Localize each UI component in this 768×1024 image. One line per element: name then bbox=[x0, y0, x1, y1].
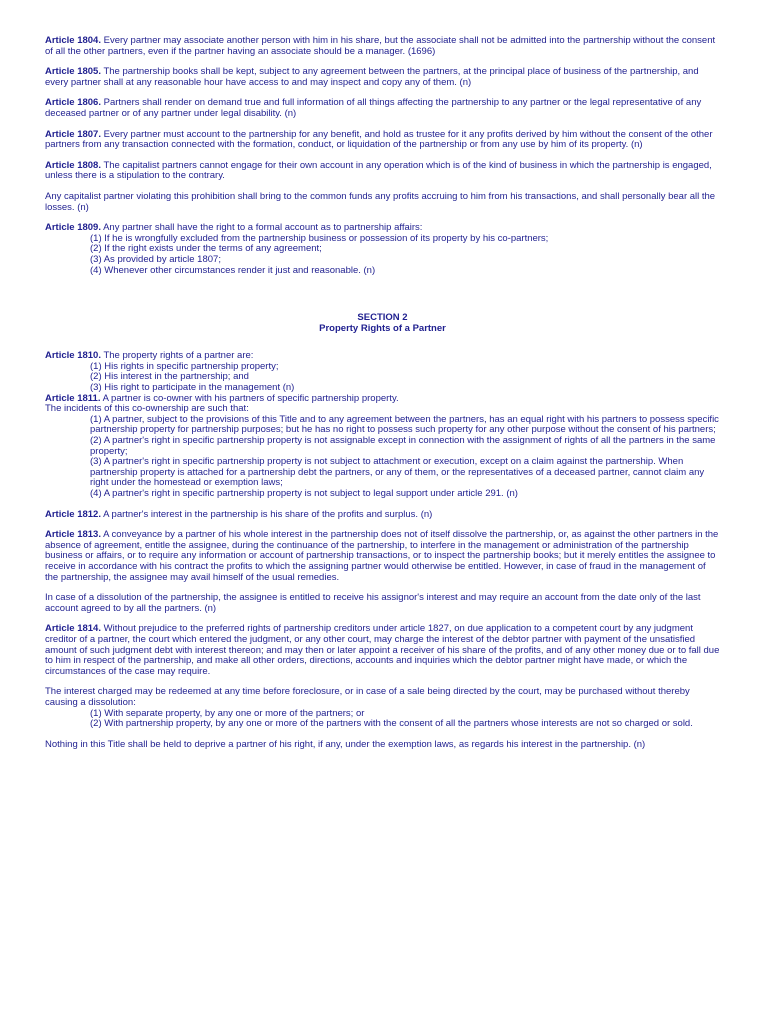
article-number: Article 1808. bbox=[45, 159, 101, 171]
article-1814-intro: The interest charged may be redeemed at any time before foreclosure, or in case of a sale being directed by the court, may be purchased without thereby causing a dissolution: bbox=[45, 686, 690, 708]
article-1807 bbox=[45, 130, 720, 151]
article-1805 bbox=[45, 67, 720, 88]
article-1812 bbox=[45, 510, 720, 521]
article-1814-closing: Nothing in this Title shall be held to deprive a partner of his right, if any, under the exemption laws, as regards his interest in the partnership. (n) bbox=[45, 738, 646, 750]
list-item: (4) Whenever other circumstances render it just and reasonable. (n) bbox=[90, 264, 376, 276]
list-item: (2) With partnership property, by any one or more of the partners with the consent of all the partners whose interests are not so charged or sold. bbox=[90, 718, 693, 730]
article-text: Every partner must account to the partnership for any benefit, and hold as trustee for it any profits derived by him without the consent of the other partners from any transaction connected with the formation, conduct, or liquidation of the partnership or from any use by him of its property. (n) bbox=[45, 128, 713, 151]
list-item: (3) As provided by article 1807; bbox=[90, 253, 221, 265]
article-number: Article 1805. bbox=[45, 66, 101, 78]
section-title: Property Rights of a Partner bbox=[319, 322, 446, 334]
article-text: Partners shall render on demand true and full information of all things affecting the partnership to any partner or the legal representative of any deceased partner or of any partner under legal disability. (n) bbox=[45, 97, 702, 119]
list-item: (2) If the right exists under the terms of any agreement; bbox=[90, 243, 322, 255]
article-number: Article 1812. bbox=[45, 508, 101, 520]
list-item: (4) A partner's right in specific partnership property is not subject to legal support under article 291. (n) bbox=[90, 488, 518, 499]
article-1808-paragraph: Any capitalist partner violating this prohibition shall bring to the common funds any profits accruing to him from his transactions, and shall personally bear all the losses. (n) bbox=[45, 190, 716, 213]
article-text: The property rights of a partner are: bbox=[100, 350, 254, 362]
article-1813 bbox=[45, 530, 720, 583]
article-number: Article 1813. bbox=[45, 529, 101, 541]
article-number: Article 1809. bbox=[45, 222, 101, 234]
article-1808 bbox=[45, 161, 720, 182]
article-number: Article 1804. bbox=[45, 35, 101, 46]
article-text: A partner is co-owner with his partners of specific partnership property. bbox=[100, 392, 399, 404]
list-item: (2) A partner's right in specific partnership property is not assignable except in connection with the assignment of rights of all the partners in the same property; bbox=[90, 435, 716, 457]
list-item: (1) With separate property, by any one or more of the partners; or bbox=[90, 707, 365, 719]
article-number: Article 1810. bbox=[45, 350, 101, 362]
article-text: The capitalist partners cannot engage for their own account in any operation which is of the kind of business in which the partnership is engaged, unless there is a stipulation to the contrary. bbox=[45, 159, 712, 182]
article-text: A conveyance by a partner of his whole interest in the partnership does not of itself dissolve the partnership, or, as against the other partners in the absence of agreement, entitle the assignee, during the continuance of the partnership, to interfere in the management or administration of the partnership business or affairs, or to require any information or account of partnership transactions, or to inspect the partnership books; but it merely entitles the assignee to receive in accordance with his contract the profits to which the assigning partner would otherwise be entitled. However, in case of fraud in the management of the partnership, the assignee may avail himself of the usual remedies. bbox=[45, 529, 719, 583]
list-item: (2) His interest in the partnership; and bbox=[90, 371, 249, 383]
list-item: (3) His right to participate in the management (n) bbox=[90, 382, 295, 394]
article-1811-intro: The incidents of this co-ownership are such that: bbox=[45, 403, 249, 415]
article-number: Article 1814. bbox=[45, 623, 101, 635]
article-1813-paragraph: In case of a dissolution of the partnership, the assignee is entitled to receive his assignor's interest and may require an account from the date only of the last account agreed to by all the partners. (n) bbox=[45, 592, 701, 614]
article-number: Article 1807. bbox=[45, 128, 101, 140]
article-number: Article 1811. bbox=[45, 392, 101, 404]
article-1806 bbox=[45, 98, 720, 119]
article-text: Without prejudice to the preferred rights of partnership creditors under article 1827, on due application to a competent court by any judgment creditor of a partner, the court which entered the judgment, or any other court, may charge the interest of the debtor partner with payment of the unsatisfied amount of such judgment debt with interest thereon; and may then or later appoint a receiver of his share of the profits, and of any other money due or to fall due to him in respect of the partnership, and make all other orders, directions, accounts and inquiries which the debtor partner might have made, or which the circumstances of the case may require. bbox=[45, 623, 720, 677]
article-text: The partnership books shall be kept, subject to any agreement between the partners, at the principal place of business of the partnership, and every partner shall at any reasonable hour have access to and may inspect and copy any of them. (n) bbox=[45, 66, 699, 88]
list-item: (1) A partner, subject to the provisions of this Title and to any agreement between the partners, has an equal right with his partners to possess specific partnership property for partnership purposes; but he has no right to possess such property for any other purpose without the consent of his partners; bbox=[90, 413, 719, 436]
list-item: (1) His rights in specific partnership property; bbox=[90, 360, 279, 372]
article-text: A partner's interest in the partnership is his share of the profits and surplus. (n) bbox=[100, 508, 433, 520]
list-item: (3) A partner's right in specific partnership property is not subject to attachment or execution, except on a claim against the partnership. When partnership property is attached for a partnership debt the partners, or any of them, or the representatives of a deceased partner, cannot claim any right under the homestead or exemption laws; bbox=[90, 456, 705, 489]
list-item: (1) If he is wrongfully excluded from the partnership business or possession of its property by his co-partners; bbox=[90, 232, 549, 244]
section-label: SECTION 2 bbox=[357, 312, 408, 324]
article-text: Any partner shall have the right to a formal account as to partnership affairs: bbox=[100, 222, 423, 234]
article-text: Every partner may associate another person with him in his share, but the associate shall not be admitted into the partnership without the consent of all the other partners, even if the partner having an associate should be a manager. (1696) bbox=[45, 35, 716, 57]
article-1814 bbox=[45, 624, 720, 677]
document-page bbox=[45, 36, 720, 750]
article-1804 bbox=[45, 36, 720, 57]
article-number: Article 1806. bbox=[45, 97, 101, 109]
